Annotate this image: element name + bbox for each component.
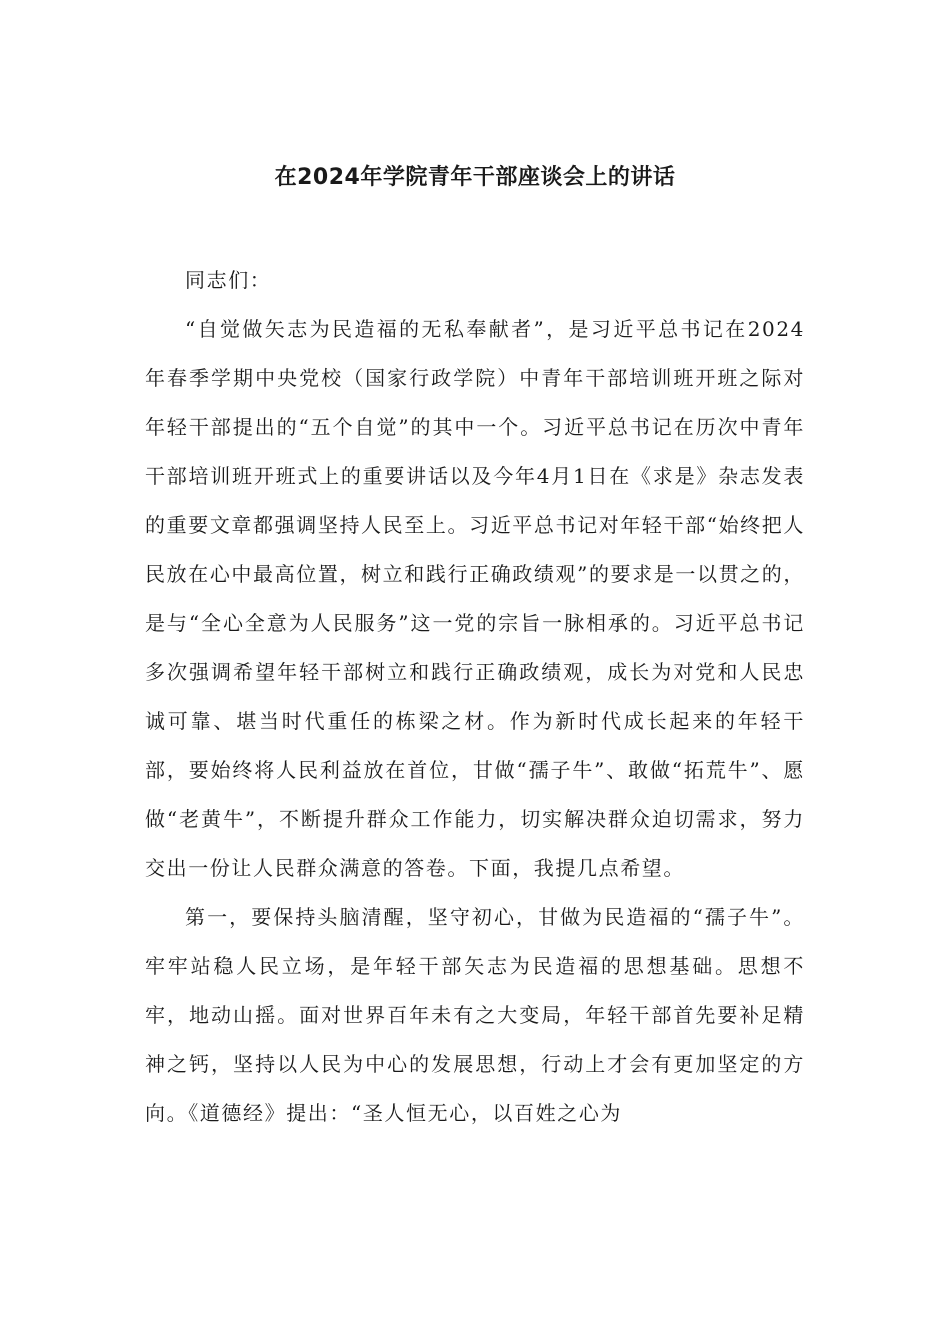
document-title: 在2024年学院青年干部座谈会上的讲话 bbox=[274, 165, 676, 190]
paragraph-2: 第一，要保持头脑清醒，坚守初心，甘做为民造福的“孺子牛”。牢牢站稳人民立场，是年轻干部矢志为民造福的思想基础。思想不牢，地动山摇。面对世界百年未有之大变局，年轻干部首先要补足精神之钙，坚持以人民为中心的发展思想，行动上才会有更加坚定的方向。《道德经》提出：“圣人恒无心，以百姓之心为 bbox=[145, 905, 805, 1125]
salutation: 同志们： bbox=[185, 268, 272, 292]
document-body bbox=[145, 256, 805, 1138]
paragraph-1: “自觉做矢志为民造福的无私奉献者”，是习近平总书记在2024年春季学期中央党校（国家行政学院）中青年干部培训班开班之际对年轻干部提出的“五个自觉”的其中一个。习近平总书记在历次中青年干部培训班开班式上的重要讲话以及今年4月1日在《求是》杂志发表的重要文章都强调坚持人民至上。习近平总书记对年轻干部“始终把人民放在心中最高位置，树立和践行正确政绩观”的要求是一以贯之的，是与“全心全意为人民服务”这一党的宗旨一脉相承的。习近平总书记多次强调希望年轻干部树立和践行正确政绩观，成长为对党和人民忠诚可靠、堪当时代重任的栋梁之材。作为新时代成长起来的年轻干部，要始终将人民利益放在首位，甘做“孺子牛”、敢做“拓荒牛”、愿做“老黄牛”，不断提升群众工作能力，切实解决群众迫切需求，努力交出一份让人民群众满意的答卷。下面，我提几点希望。 bbox=[145, 317, 805, 880]
